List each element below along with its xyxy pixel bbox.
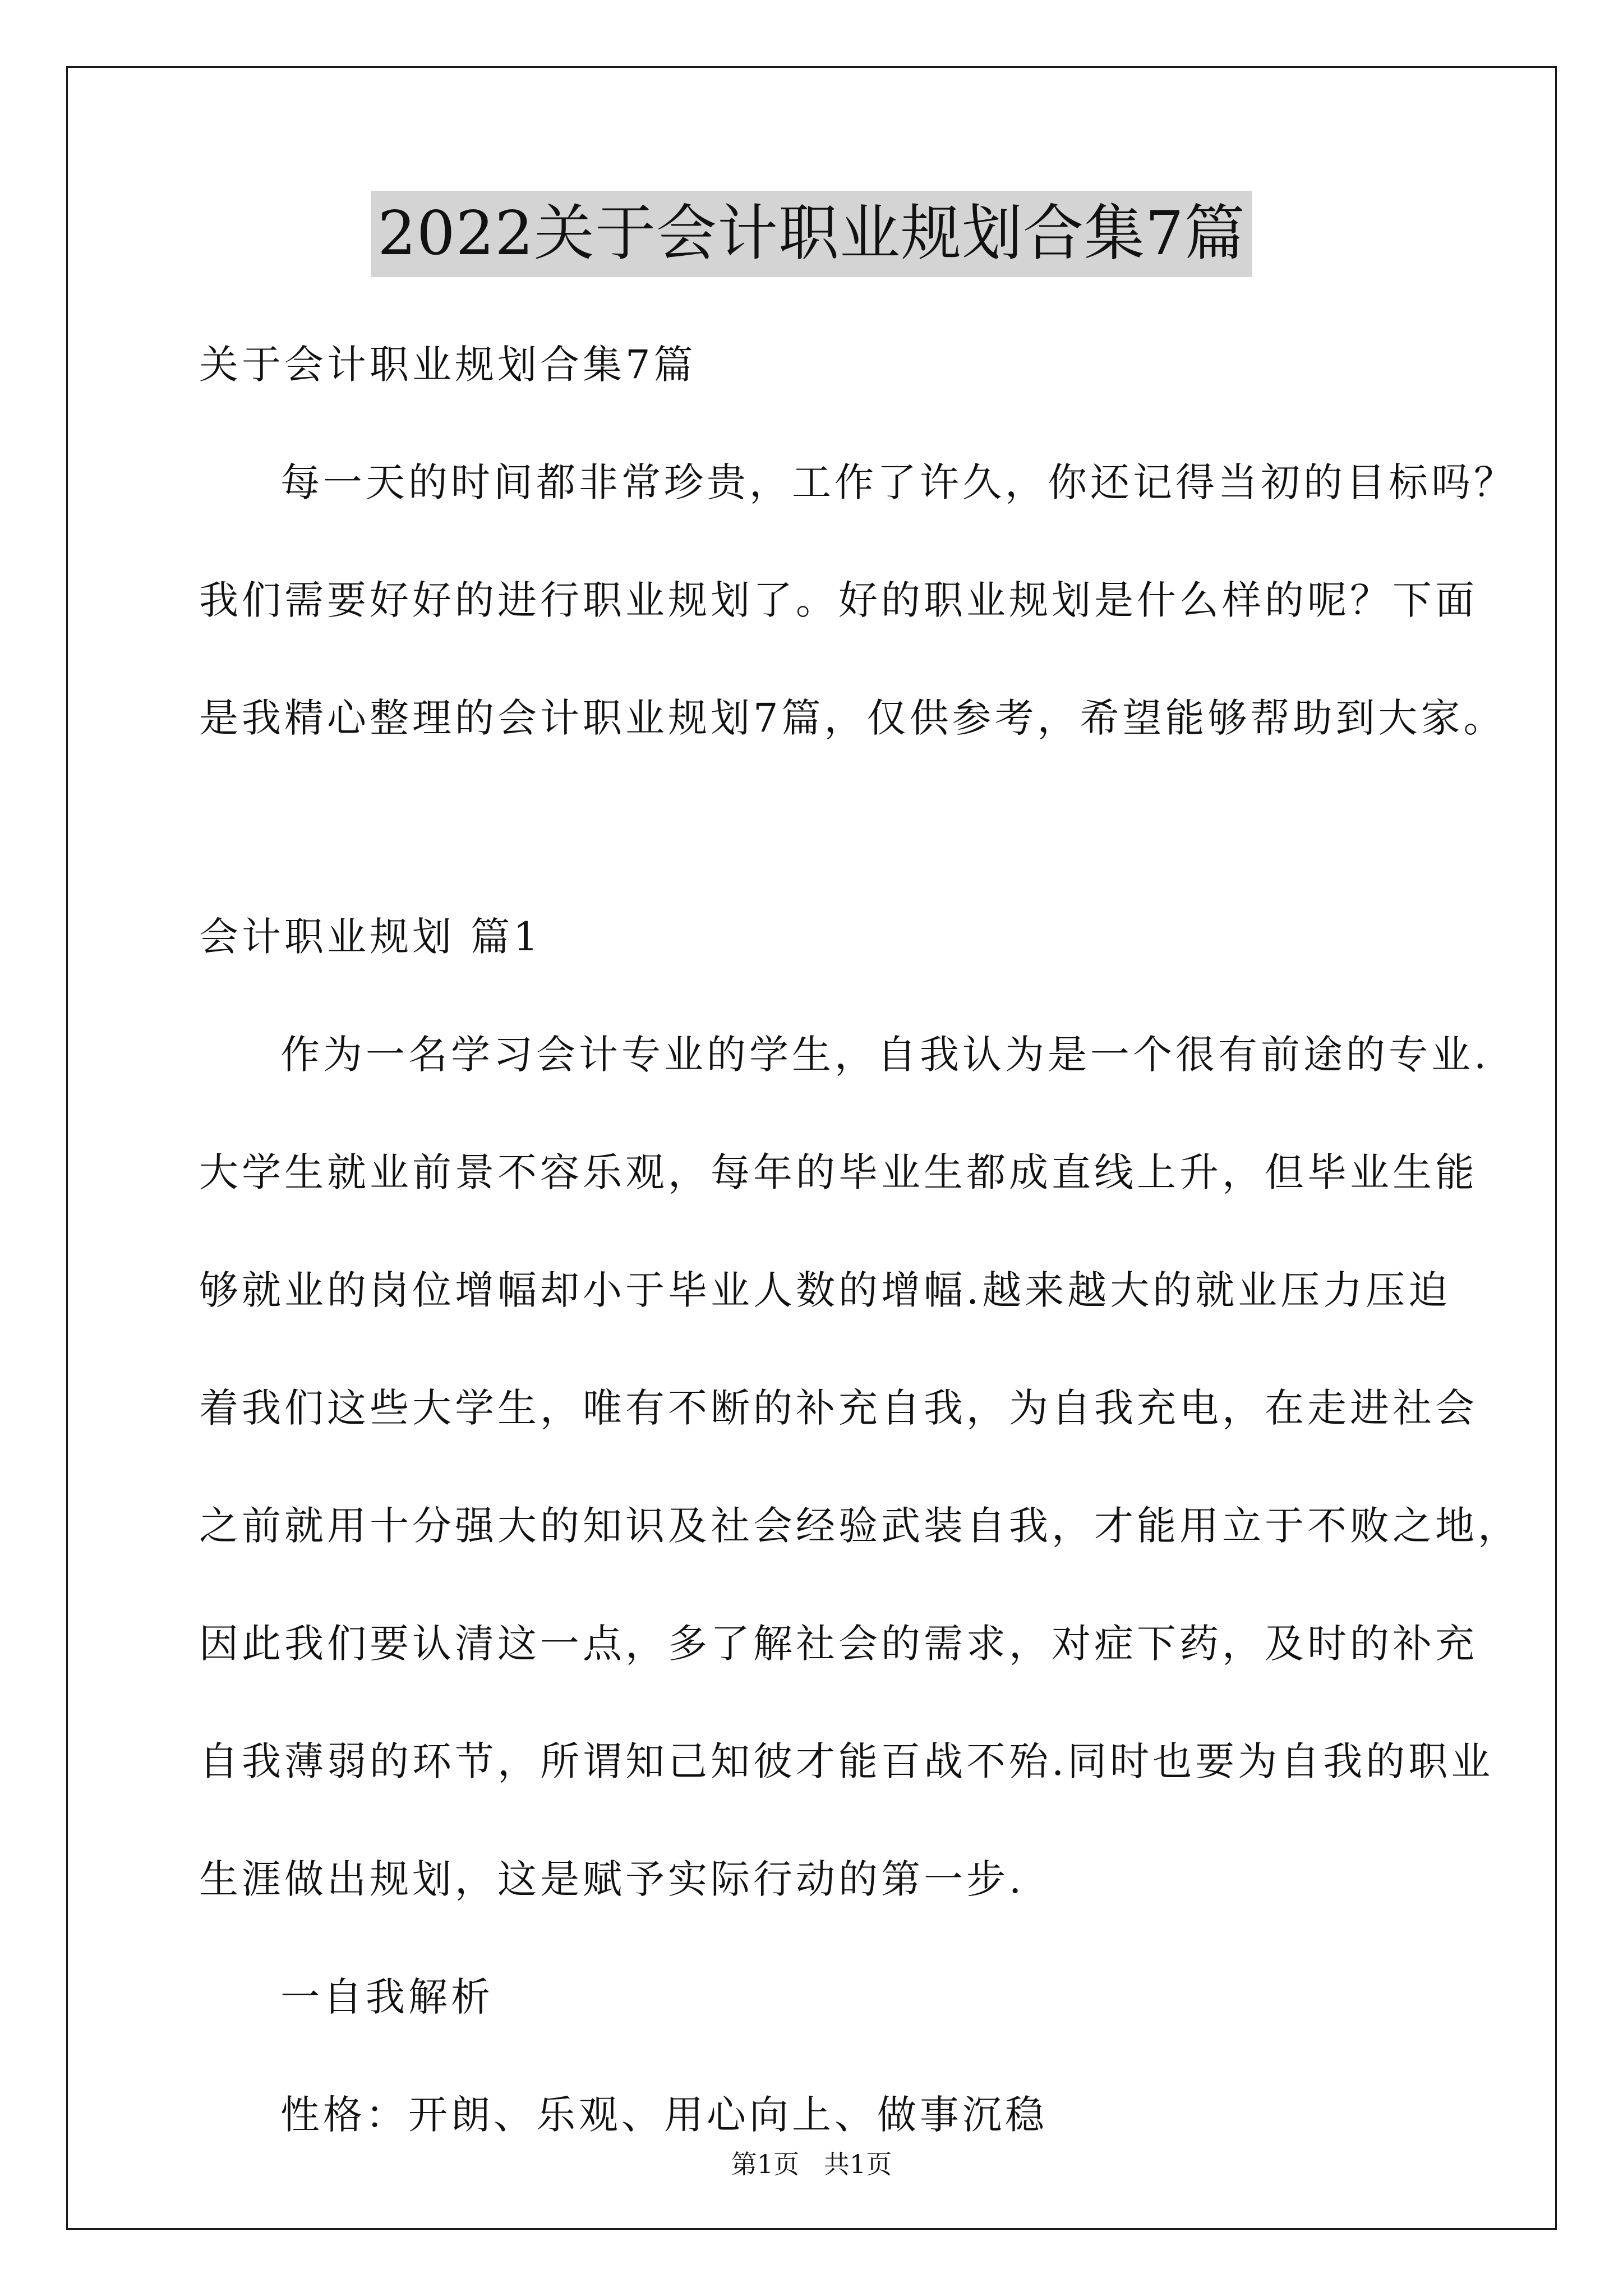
subtitle: 关于会计职业规划合集7篇	[199, 342, 697, 388]
body-line: 大学生就业前景不容乐观，每年的毕业生都成直线上升，但毕业生能	[199, 1149, 1478, 1195]
body-line: 作为一名学习会计专业的学生，自我认为是一个很有前途的专业.	[280, 1032, 1490, 1078]
body-line: 够就业的岗位增幅却小于毕业人数的增幅.越来越大的就业压力压迫	[199, 1267, 1451, 1313]
body-line: 之前就用十分强大的知识及社会经验武装自我，才能用立于不败之地，	[199, 1503, 1520, 1549]
section-heading: 会计职业规划 篇1	[199, 914, 542, 960]
document-body	[199, 306, 1520, 2174]
intro-line: 每一天的时间都非常珍贵，工作了许久，你还记得当初的目标吗？	[280, 459, 1516, 505]
personality-line: 性格：开朗、乐观、用心向上、做事沉稳	[280, 2092, 1048, 2138]
body-line: 自我薄弱的环节，所谓知己知彼才能百战不殆.同时也要为自我的职业	[199, 1738, 1494, 1784]
intro-line: 我们需要好好的进行职业规划了。好的职业规划是什么样的呢？下面	[199, 577, 1478, 623]
subheading: 一自我解析	[280, 1974, 494, 2020]
body-line: 着我们这些大学生，唯有不断的补充自我，为自我充电，在走进社会	[199, 1385, 1478, 1431]
body-line: 生涯做出规划，这是赋予实际行动的第一步.	[199, 1856, 1025, 1902]
body-line: 因此我们要认清这一点，多了解社会的需求，对症下药，及时的补充	[199, 1621, 1478, 1667]
intro-line: 是我精心整理的会计职业规划7篇，仅供参考，希望能够帮助到大家。	[199, 695, 1506, 741]
page-footer: 第1页 共1页	[731, 2149, 892, 2179]
document-title: 2022关于会计职业规划合集7篇	[371, 191, 1252, 277]
title-container	[0, 191, 1623, 277]
